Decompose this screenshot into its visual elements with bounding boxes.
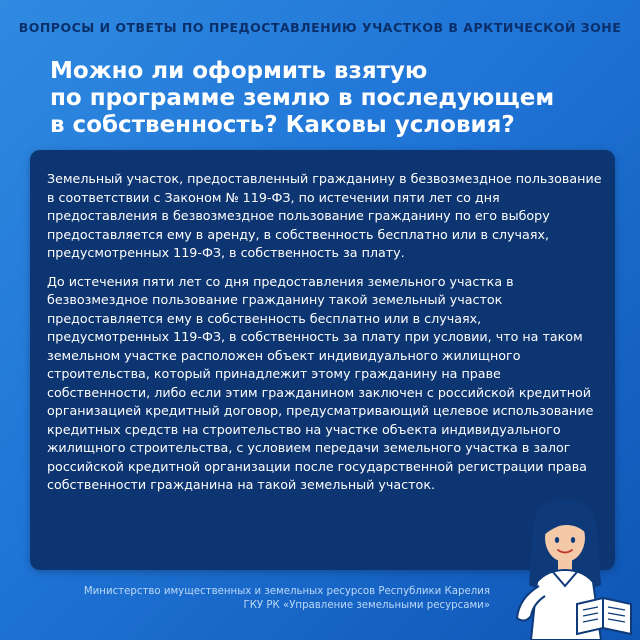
question-line: Можно ли оформить взятую: [50, 58, 428, 84]
footer-credits: [84, 585, 490, 613]
woman-with-book-icon: [503, 500, 640, 640]
footer-ministry: Министерство имущественных и земельных ресурсов Республики Карелия: [83, 586, 490, 597]
question-line: по программе землю в последующем: [50, 85, 555, 111]
question-line: в собственность? Каковы условия?: [50, 112, 515, 138]
page-header: ВОПРОСЫ И ОТВЕТЫ ПО ПРЕДОСТАВЛЕНИЮ УЧАСТКОВ В АРКТИЧЕСКОЙ ЗОНЕ: [18, 20, 622, 35]
answer-paragraph: До истечения пяти лет со дня предоставления земельного участка в безвозмездное пользование гражданину такой земельный участок предоставляется ему в собственность бесплатно или в случаях, предусмотренных 119-ФЗ, в собственность за плату при условии, что на таком земельном участке расположен объект индивидуального жилищного строительства, который принадлежит этому гражданину на праве собственности, либо если этим гражданином заключен с российской кредитной организацией кредитный договор, предусматривающий целевое использование кредитных средств на строительство на участке объекта индивидуального жилищного строительства, с условием передачи земельного участка в залог российской кредитной организации после государственной регистрации права собственности гражданина на такой земельный участок.: [47, 273, 594, 492]
answer-text: [47, 170, 602, 495]
answer-paragraph: Земельный участок, предоставленный гражданину в безвозмездное пользование в соответствии с Законом № 119-ФЗ, по истечении пяти лет со дня предоставления в безвозмездное пользование гражданину по его выбору предоставляется ему в аренду, в собственность бесплатно или в случаях, предусмотренных 119-ФЗ, в собственность за плату.: [47, 171, 602, 260]
footer-agency: ГКУ РК «Управление земельными ресурсами»: [243, 600, 490, 611]
question-title: [50, 58, 620, 139]
